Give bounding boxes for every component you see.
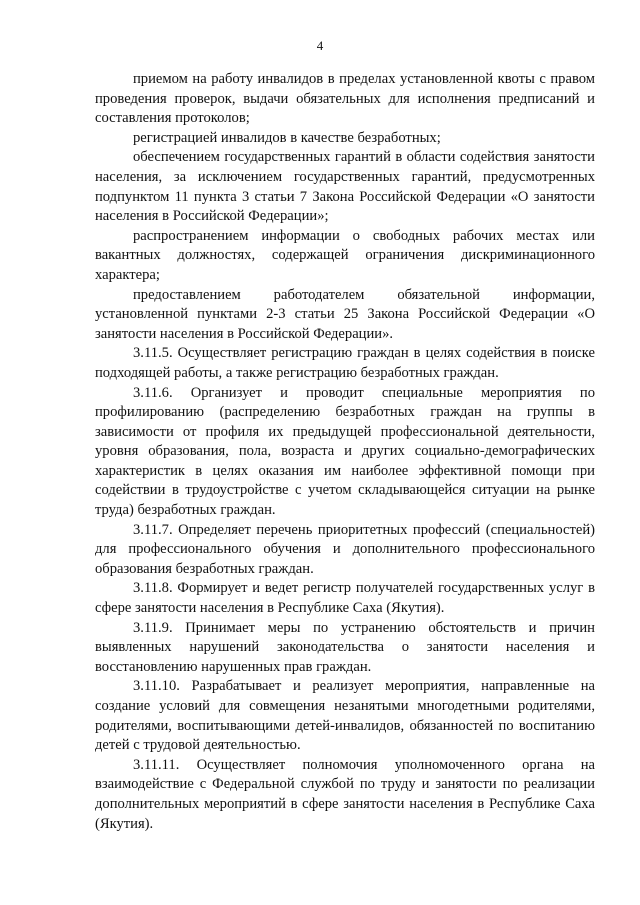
paragraph-3-11-10: 3.11.10. Разрабатывает и реализует мероприятия, направленные на создание условий для совмещения незанятыми многодетными родителями, родителями, воспитывающими детей-инвалидов, обязанностей по воспитанию детей с трудовой деятельностью. [95,678,595,754]
page-number: 4 [316,38,324,53]
paragraph-3-11-11: 3.11.11. Осуществляет полномочия уполномоченного органа на взаимодействие с Федеральной службой по труду и занятости по реализации дополнительных мероприятий в сфере занятости населения в Республике Саха (Якутия). [95,756,595,832]
paragraph-3-11-9: 3.11.9. Принимает меры по устранению обстоятельств и причин выявленных нарушений законодательства о занятости населения и восстановлению нарушенных прав граждан. [95,619,595,675]
paragraph-3-11-5: 3.11.5. Осуществляет регистрацию граждан в целях содействия в поиске подходящей работы, а также регистрацию безработных граждан. [95,345,595,381]
paragraph-vacancy-info: распространением информации о свободных рабочих местах или вакантных должностях, содержащей ограничения дискриминационного характера; [95,227,595,283]
paragraph-3-11-7: 3.11.7. Определяет перечень приоритетных профессий (специальностей) для профессионального обучения и дополнительного профессионального образования безработных граждан. [95,521,595,577]
paragraph-state-guarantees: обеспечением государственных гарантий в области содействия занятости населения, за исключением государственных гарантий, предусмотренных подпунктом 11 пункта 3 статьи 7 Закона Российской Федерации «О занятости населения в Российской Федерации»; [95,149,595,225]
paragraph-3-11-6: 3.11.6. Организует и проводит специальные мероприятия по профилированию (распределению безработных граждан на группы в зависимости от профиля их предыдущей профессиональной деятельности, уровня образования, пола, возраста и других социально-демографических характеристик в целях оказания им наиболее эффективной помощи при содействии в трудоустройстве с учетом складывающейся ситуации на рынке труда) безработных граждан. [95,384,595,519]
paragraph-3-11-8: 3.11.8. Формирует и ведет регистр получателей государственных услуг в сфере занятости населения в Республике Саха (Якутия). [95,580,595,617]
paragraph-quota-inspection: приемом на работу инвалидов в пределах установленной квоты с правом проведения проверок, выдачи обязательных для исполнения предписаний и составления протоколов; [95,71,595,127]
paragraph-disabled-registration: регистрацией инвалидов в качестве безработных; [133,129,441,146]
paragraph-employer-info: предоставлением работодателем обязательной информации, установленной пунктами 2-3 статьи 25 Закона Российской Федерации «О занятости населения в Российской Федерации». [95,286,595,342]
document-body [95,70,595,834]
